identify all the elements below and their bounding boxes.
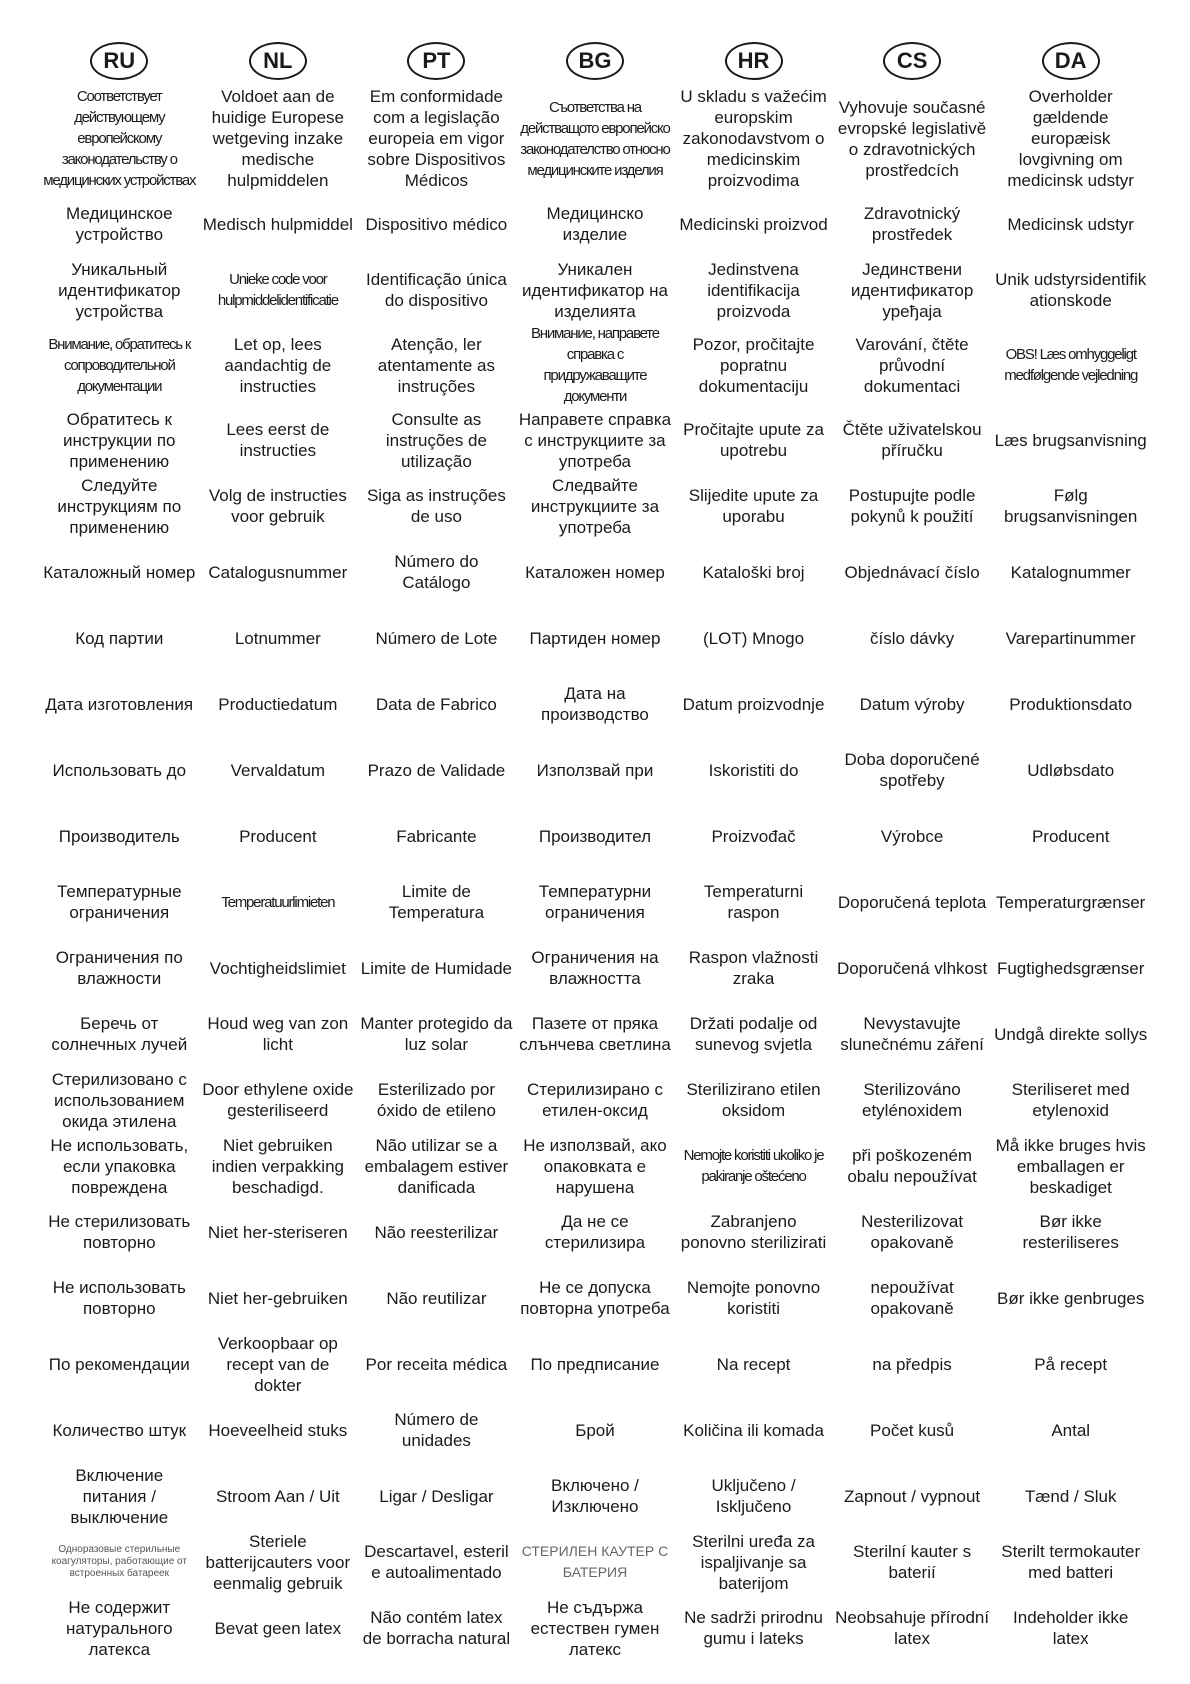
cell-nl: Houd weg van zon licht [207, 1014, 349, 1054]
cell-bg: Стерилизирано с етилен-оксид [526, 1080, 663, 1120]
cell-da: Følg brugsanvisningen [1004, 486, 1138, 526]
cell-cs: Vyhovuje současné evropské legislativě o zdravotnických prostředcích [837, 97, 987, 180]
cell-hr: Pozor, pročitajte popratnu dokumentaciju [692, 334, 815, 396]
cell-hr: Držati podalje od sunevog svjetla [689, 1014, 818, 1054]
cell-bg: По предписание [530, 1354, 660, 1374]
row-prescription [40, 1331, 1150, 1397]
cell-cs: Výrobce [880, 826, 944, 846]
cell-pt: Não reesterilizar [374, 1222, 499, 1242]
cell-hr: U skladu s važećim europskim zakonodavstvom o medicinskim proizvodima [680, 87, 827, 190]
lang-header-nl [199, 36, 358, 86]
cell-da: Steriliseret med etylenoxid [1011, 1080, 1130, 1120]
cell-da: Bør ikke genbruges [996, 1288, 1145, 1308]
row-ethylene-oxide [40, 1067, 1150, 1133]
row-do-not-reuse [40, 1265, 1150, 1331]
lang-header-hr [674, 36, 833, 86]
cell-da: Bør ikke resteriliseres [1022, 1212, 1119, 1252]
cell-cs: Zdravotnický prostředek [863, 204, 961, 244]
cell-da: Overholder gældende europæisk lovgivning om medicinsk udstyr [1007, 87, 1134, 190]
cell-da: Fugtighedsgrænser [996, 958, 1145, 978]
cell-bg: Внимание, направете справка с придружаващите документи [530, 325, 659, 405]
cell-nl: Medisch hulpmiddel [202, 214, 353, 234]
cell-hr: (LOT) Mnogo [702, 628, 805, 648]
row-temperature-limits [40, 869, 1150, 935]
cell-pt: Atenção, ler atentamente as instruções [377, 334, 495, 396]
cell-pt: Não contém latex de borracha natural [362, 1608, 511, 1648]
cell-bg: Пазете от пряка слънчева светлина [519, 1014, 671, 1054]
cell-cs: Varování, čtěte průvodní dokumentaci [855, 334, 969, 396]
cell-ru: Не использовать повторно [52, 1278, 186, 1318]
cell-bg: Уникален идентификатор на изделията [521, 259, 668, 321]
row-manufacturer [40, 803, 1150, 869]
cell-bg: Производител [538, 826, 652, 846]
cell-pt: Número de unidades [394, 1410, 479, 1450]
cell-bg: Направете справка с инструкциите за употреба [518, 409, 672, 471]
cell-ru: Не стерилизовать повторно [48, 1212, 191, 1252]
cell-cs: Doporučená vlhkost [836, 958, 988, 978]
cell-nl: Volg de instructies voor gebruik [208, 486, 347, 526]
cell-pt: Descartavel, esteril e autoalimentado [364, 1542, 509, 1582]
cell-pt: Esterilizado por óxido de etileno [376, 1080, 496, 1120]
row-keep-from-sunlight [40, 1001, 1150, 1067]
cell-nl: Vochtigheidslimiet [209, 958, 346, 978]
row-power-on-off [40, 1463, 1150, 1529]
cell-pt: Por receita médica [365, 1354, 508, 1374]
cell-da: Undgå direkte sollys [994, 1024, 1148, 1044]
cell-ru: Не содержит натурального латекса [65, 1597, 173, 1659]
cell-pt: Limite de Temperatura [388, 882, 485, 922]
cell-ru: Код партии [75, 628, 164, 648]
cell-ru: Включение питания / выключение [70, 1465, 169, 1527]
cell-nl: Hoeveelheid stuks [208, 1420, 348, 1440]
cell-da: Temperaturgrænser [996, 892, 1146, 912]
cell-pt: Em conformidade com a legislação europeia em vigor sobre Dispositivos Médicos [367, 87, 506, 190]
cell-hr: Medicinski proizvod [679, 214, 828, 234]
cell-cs: Nesterilizovat opakovaně [861, 1212, 964, 1252]
lang-header-da [991, 36, 1150, 86]
row-caution [40, 323, 1150, 407]
cell-ru: Ограничения по влажности [55, 948, 183, 988]
cell-hr: Nemojte ponovno koristiti [686, 1278, 821, 1318]
cell-bg: Включено / Изключено [551, 1476, 639, 1516]
cell-hr: Jedinstvena identifikacija proizvoda [707, 259, 800, 321]
row-eu-conformity [40, 86, 1150, 191]
cell-cs: Doporučená teplota [837, 892, 987, 912]
cell-nl: Door ethylene oxide gesteriliseerd [202, 1080, 354, 1120]
cell-nl: Let op, lees aandachtig de instructies [224, 334, 332, 396]
lang-badge: DA [1042, 42, 1100, 80]
cell-hr: Slijedite upute za uporabu [688, 486, 819, 526]
cell-nl: Lotnummer [234, 628, 321, 648]
lang-badge: PT [407, 42, 465, 80]
row-damaged-package [40, 1133, 1150, 1199]
cell-cs: číslo dávky [870, 628, 955, 648]
cell-bg: Използвай при [536, 760, 654, 780]
lang-badge: CS [883, 42, 941, 80]
cell-da: Sterilt termokauter med batteri [1001, 1542, 1141, 1582]
cell-nl: Bevat geen latex [214, 1618, 342, 1638]
cell-pt: Identificação única do dispositivo [365, 270, 507, 310]
cell-pt: Não utilizar se a embalagem estiver danificada [364, 1135, 509, 1197]
language-header-row [40, 36, 1150, 86]
cell-cs: nepoužívat opakovaně [870, 1278, 954, 1318]
cell-da: Varepartinummer [1005, 628, 1136, 648]
cell-hr: Datum proizvodnje [682, 694, 825, 714]
cell-pt: Fabricante [396, 826, 477, 846]
cell-pt: Ligar / Desligar [379, 1486, 494, 1506]
cell-hr: Temperaturni raspon [703, 882, 804, 922]
row-unique-device-identifier [40, 257, 1150, 323]
row-battery-cautery [40, 1529, 1150, 1595]
row-do-not-resterilize [40, 1199, 1150, 1265]
cell-bg: Каталожен номер [525, 562, 665, 582]
cell-nl: Niet her-steriseren [207, 1222, 348, 1242]
cell-bg: Партиден номер [529, 628, 661, 648]
lang-header-bg [516, 36, 675, 86]
cell-hr: Zabranjeno ponovno sterilizirati [680, 1212, 827, 1252]
cell-hr: Pročitajte upute za upotrebu [683, 420, 824, 460]
lang-badge: RU [90, 42, 148, 80]
row-batch-code [40, 605, 1150, 671]
cell-nl: Unieke code voor hulpmiddelidentificatie [217, 271, 338, 309]
cell-hr: Proizvođač [711, 826, 796, 846]
cell-da: Katalognummer [1010, 562, 1131, 582]
cell-ru: Уникальный идентификатор устройства [58, 259, 181, 321]
cell-hr: Nemojte koristiti ukoliko je pakiranje oštećeno [683, 1147, 824, 1185]
cell-da: Antal [1051, 1420, 1091, 1440]
cell-pt: Prazo de Validade [367, 760, 506, 780]
cell-bg: Брой [575, 1420, 615, 1440]
cell-ru: Использовать до [52, 760, 187, 780]
cell-pt: Siga as instruções de uso [366, 486, 506, 526]
cell-hr: Sterilni uređa za ispaljivanje sa baterijom [692, 1531, 815, 1593]
cell-bg: Не използвай, ако опаковката е нарушена [523, 1135, 667, 1197]
cell-ru: Следуйте инструкциям по применению [57, 475, 182, 537]
cell-nl: Temperatuurlimieten [221, 893, 335, 911]
cell-ru: Медицинское устройство [66, 204, 173, 244]
cell-bg: Дата на производство [541, 684, 649, 724]
cell-hr: Kataloški broj [702, 562, 805, 582]
row-catalogue-number [40, 539, 1150, 605]
cell-hr: Sterilizirano etilen oksidom [686, 1080, 821, 1120]
cell-ru: Производитель [58, 826, 180, 846]
row-follow-instructions [40, 473, 1150, 539]
cell-da: Produktionsdato [1009, 694, 1133, 714]
cell-cs: Neobsahuje přírodní latex [835, 1608, 990, 1648]
cell-ru: Каталожный номер [43, 562, 196, 582]
cell-da: OBS! Læs omhyggeligt medfølgende vejledning [1004, 346, 1138, 384]
cell-nl: Catalogusnummer [208, 562, 348, 582]
cell-hr: Uključeno / Isključeno [711, 1476, 796, 1516]
lang-badge: NL [249, 42, 307, 80]
cell-da: Læs brugsanvisning [994, 430, 1147, 450]
cell-ru: Температурные ограничения [56, 882, 182, 922]
cell-cs: Čtěte uživatelskou příručku [842, 420, 982, 460]
cell-pt: Não reutilizar [386, 1288, 487, 1308]
cell-bg: Ограничения на влажността [531, 948, 659, 988]
cell-bg: Следвайте инструкциите за употреба [530, 475, 660, 537]
row-medical-device [40, 191, 1150, 257]
cell-da: Indeholder ikke latex [1013, 1608, 1129, 1648]
cell-da: Må ikke bruges hvis emballagen er beskadiget [995, 1135, 1146, 1197]
translation-table [40, 36, 1150, 1661]
cell-pt: Limite de Humidade [360, 958, 512, 978]
cell-cs: Sterilní kauter s baterií [853, 1542, 972, 1582]
cell-cs: Sterilizováno etylénoxidem [862, 1080, 963, 1120]
cell-nl: Stroom Aan / Uit [215, 1486, 340, 1506]
cell-pt: Número de Lote [375, 628, 498, 648]
cell-nl: Lees eerst de instructies [226, 420, 330, 460]
cell-da: Medicinsk udstyr [1007, 214, 1134, 234]
lang-header-pt [357, 36, 516, 86]
cell-cs: Doba doporučené spotřeby [844, 750, 980, 790]
cell-da: På recept [1034, 1354, 1108, 1374]
cell-cs: Јединствени идентификатор уређаја [850, 259, 974, 321]
cell-nl: Producent [239, 826, 317, 846]
cell-ru: Количество штук [52, 1420, 187, 1440]
cell-cs: na předpis [872, 1354, 952, 1374]
cell-nl: Niet gebruiken indien verpakking beschadigd. [211, 1135, 344, 1197]
row-manufacture-date [40, 671, 1150, 737]
cell-cs: Datum výroby [859, 694, 965, 714]
row-humidity-limits [40, 935, 1150, 1001]
cell-nl: Steriele batterijcauters voor eenmalig gebruik [205, 1531, 351, 1593]
cell-pt: Número do Catálogo [394, 552, 479, 592]
lang-badge: HR [725, 42, 783, 80]
cell-cs: Počet kusů [870, 1420, 955, 1440]
cell-bg: СТЕРИЛЕН КАУТЕР С БАТЕРИЯ [521, 1543, 669, 1580]
cell-ru: По рекомендации [48, 1354, 190, 1374]
cell-da: Producent [1031, 826, 1110, 846]
lang-badge: BG [566, 42, 624, 80]
cell-cs: Postupujte podle pokynů k použití [848, 486, 976, 526]
cell-ru: Обратитесь к инструкции по применению [63, 409, 176, 471]
cell-hr: Raspon vlažnosti zraka [688, 948, 819, 988]
lang-header-cs [833, 36, 992, 86]
row-consult-instructions [40, 407, 1150, 473]
cell-nl: Voldoet aan de huidige Europese wetgeving inzake medische hulpmiddelen [211, 87, 344, 190]
cell-da: Udløbsdato [1027, 760, 1115, 780]
cell-bg: Да не се стерилизира [544, 1212, 646, 1252]
cell-bg: Не съдържа естествен гумен латекс [530, 1597, 660, 1659]
translation-document [40, 36, 1150, 1661]
cell-pt: Manter protegido da luz solar [360, 1014, 513, 1054]
lang-header-ru [40, 36, 199, 86]
cell-pt: Data de Fabrico [375, 694, 497, 714]
cell-nl: Verkoopbaar op recept van de dokter [217, 1333, 338, 1395]
cell-da: Tænd / Sluk [1024, 1486, 1117, 1506]
cell-ru: Не использовать, если упаковка повреждена [50, 1135, 189, 1197]
cell-hr: Količina ili komada [683, 1420, 824, 1440]
cell-nl: Productiedatum [218, 694, 338, 714]
cell-ru: Соответствует действующему европейскому законодательству о медицинских устройствах [43, 88, 196, 189]
cell-cs: při poškozeném obalu nepoužívat [847, 1146, 977, 1186]
cell-hr: Na recept [716, 1354, 791, 1374]
cell-bg: Съответства на действащото европейско законодателство относно медицинските изделия [520, 98, 670, 179]
cell-ru: Дата изготовления [45, 694, 194, 714]
cell-bg: Не се допуска повторна употреба [520, 1278, 670, 1318]
cell-ru: Стерилизовано с использованием окида этилена [51, 1069, 187, 1131]
cell-cs: Objednávací číslo [844, 562, 980, 582]
cell-nl: Niet her-gebruiken [207, 1288, 348, 1308]
cell-ru: Беречь от солнечных лучей [51, 1014, 188, 1054]
cell-ru: Одноразовые стерильные коагуляторы, работающие от встроенных батареек [51, 1544, 187, 1579]
row-use-by [40, 737, 1150, 803]
row-latex-free [40, 1595, 1150, 1661]
cell-hr: Ne sadrži prirodnu gumu i lateks [684, 1608, 823, 1648]
cell-ru: Внимание, обратитесь к сопроводительной документации [48, 335, 191, 395]
cell-bg: Медицинско изделие [546, 204, 644, 244]
cell-da: Unik udstyrsidentifikationskode [995, 270, 1147, 310]
cell-hr: Iskoristiti do [708, 760, 799, 780]
row-quantity [40, 1397, 1150, 1463]
cell-cs: Nevystavujte slunečnému záření [840, 1014, 984, 1054]
cell-cs: Zapnout / vypnout [844, 1486, 981, 1506]
cell-bg: Температурни ограничения [538, 882, 652, 922]
cell-nl: Vervaldatum [230, 760, 326, 780]
cell-pt: Dispositivo médico [365, 214, 508, 234]
cell-pt: Consulte as instruções de utilização [385, 409, 487, 471]
